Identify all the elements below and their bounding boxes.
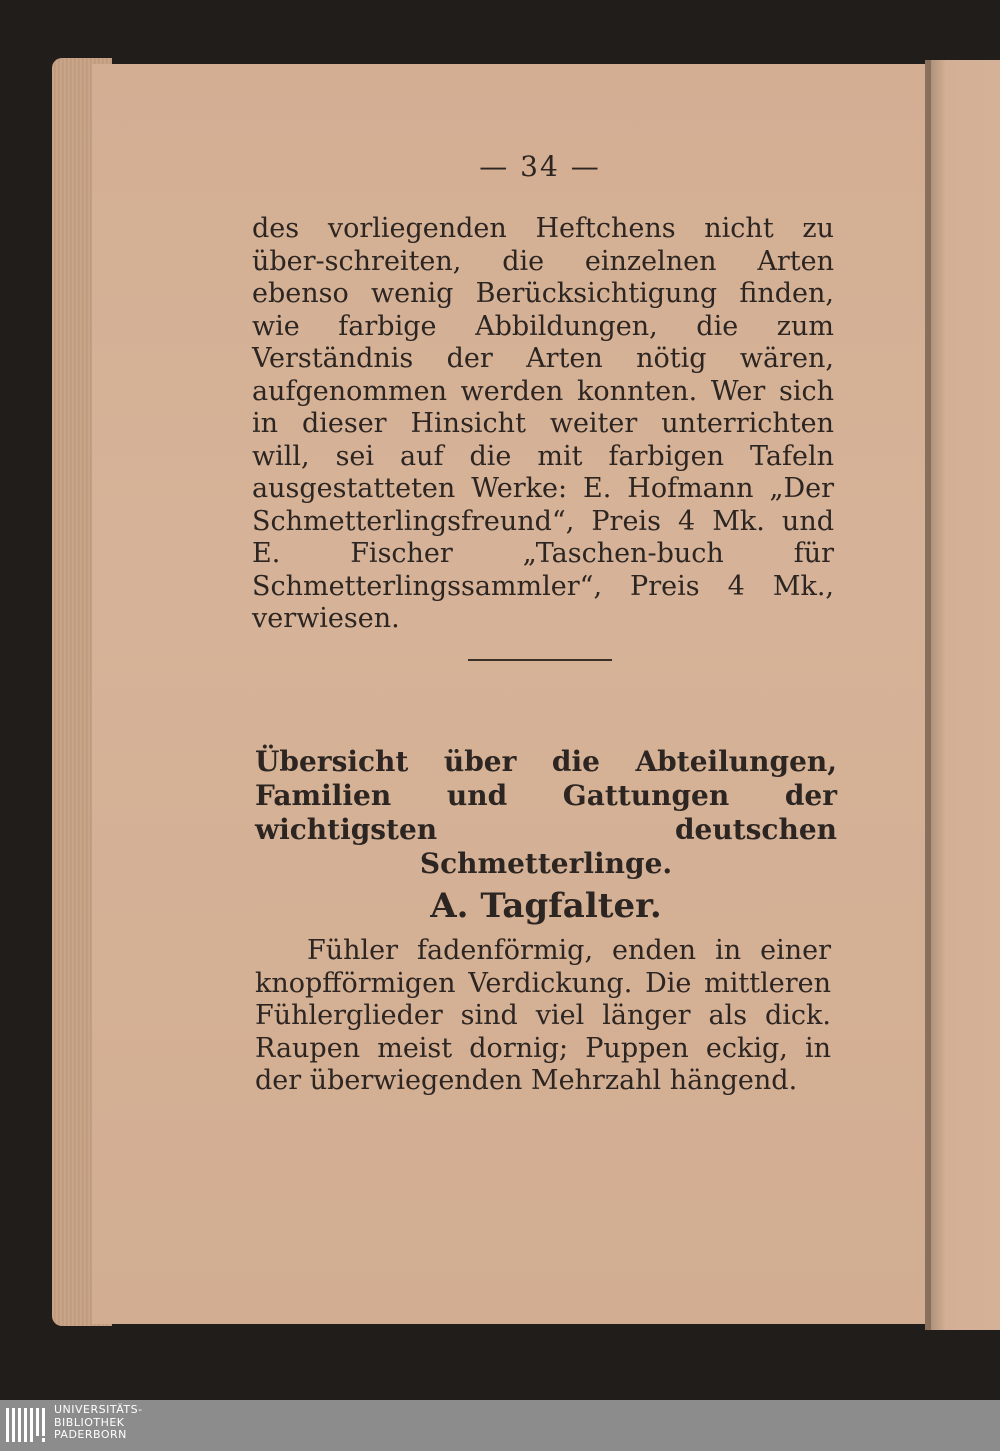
library-logo-text	[54, 1404, 143, 1442]
facing-page	[928, 60, 1000, 1330]
section-divider	[468, 659, 612, 661]
section-paragraph: Fühler fadenförmig, enden in einer knopfförmigen Verdickung. Die mittleren Fühlerglieder sind viel länger als dick. Raupen meist dornig; Puppen eckig, in der überwiegenden Mehrzahl hängend.	[255, 935, 831, 1096]
logo-line-2: BIBLIOTHEK	[54, 1415, 125, 1429]
logo-line-3: PADERBORN	[54, 1428, 127, 1441]
subsection-heading: A. Tagfalter.	[430, 886, 662, 926]
section-heading: Übersicht über die Abteilungen, Familien und Gattungen der wichtigsten deutschen Schmetterlinge.	[255, 745, 837, 880]
body-paragraph: des vorliegenden Heftchens nicht zu über-schreiten, die einzelnen Arten ebenso wenig Berücksichtigung finden, wie farbige Abbildungen, die zum Verständnis der Arten nötig wären, aufgenommen werden konnten. Wer sich in dieser Hinsicht weiter unterrichten will, sei auf die mit farbigen Tafeln ausgestatteten Werke: E. Hofmann „Der Schmetterlingsfreund“, Preis 4 Mk. und E. Fischer „Taschen-buch für Schmetterlingssammler“, Preis 4 Mk., verwiesen.	[252, 213, 834, 634]
footer-bar	[0, 1400, 1000, 1451]
page-number: — 34 —	[479, 150, 601, 183]
library-logo-icon	[4, 1404, 48, 1446]
logo-line-1: UNIVERSITÄTS-	[54, 1403, 143, 1416]
book-gutter	[925, 60, 931, 1330]
